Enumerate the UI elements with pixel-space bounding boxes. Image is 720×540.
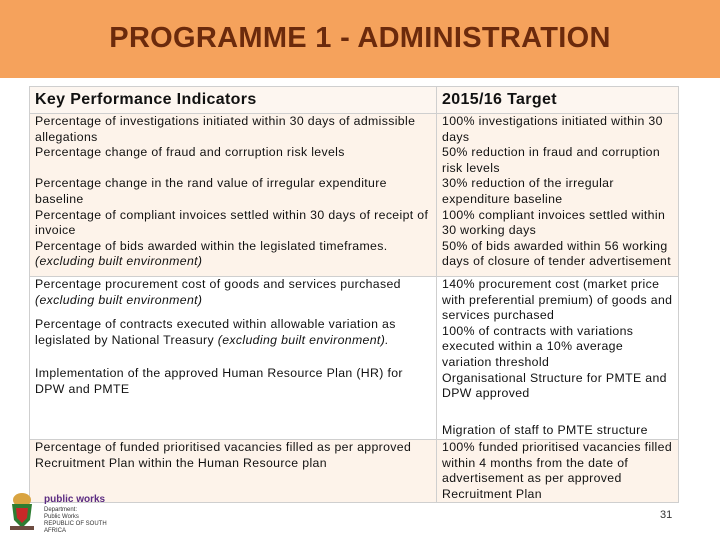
kpi-line: Percentage change in the rand value of irregular expenditure bbox=[35, 176, 387, 191]
kpi-note: (excluding built environment) bbox=[35, 292, 203, 307]
kpi-line: Implementation of the approved Human Resource Plan (HR) for bbox=[35, 366, 403, 381]
target-line: variation threshold bbox=[442, 354, 550, 369]
target-cell bbox=[437, 440, 679, 503]
kpi-line: Percentage of bids awarded within the legislated timeframes. bbox=[35, 238, 388, 253]
target-line: Recruitment Plan bbox=[442, 486, 542, 501]
kpi-line-wrap bbox=[35, 333, 431, 349]
kpi-line: baseline bbox=[35, 191, 84, 206]
logo-dept-line: Public Works bbox=[44, 514, 79, 520]
kpi-line: Percentage of compliant invoices settled within 30 days of receipt of bbox=[35, 207, 429, 222]
table-row bbox=[30, 114, 679, 277]
kpi-spacer bbox=[35, 308, 431, 317]
kpi-text: legislated by National Treasury bbox=[35, 332, 214, 347]
target-line: Migration of staff to PMTE structure bbox=[442, 422, 648, 437]
public-works-logo bbox=[6, 490, 126, 536]
target-line: days bbox=[442, 129, 470, 144]
kpi-line: Percentage procurement cost of goods and services purchased bbox=[35, 277, 401, 291]
table-header-row bbox=[30, 87, 679, 114]
kpi-line: Recruitment Plan within the Human Resource plan bbox=[35, 455, 327, 470]
target-line: 100% of contracts with variations bbox=[442, 323, 634, 338]
logo-dept-line: Department: bbox=[44, 507, 78, 513]
coat-of-arms-icon bbox=[6, 490, 38, 532]
target-line: within 4 months from the date of bbox=[442, 455, 629, 470]
logo-dept bbox=[44, 507, 126, 535]
target-line: expenditure baseline bbox=[442, 191, 563, 206]
target-cell bbox=[437, 277, 679, 440]
kpi-note: (excluding built environment) bbox=[35, 254, 203, 269]
kpi-cell bbox=[30, 114, 437, 277]
kpi-line: Percentage change of fraud and corruption risk levels bbox=[35, 145, 345, 160]
target-line: 100% investigations initiated within 30 bbox=[442, 114, 663, 128]
page-number: 31 bbox=[660, 509, 673, 521]
target-line: executed within a 10% average bbox=[442, 339, 624, 354]
target-spacer bbox=[442, 402, 673, 423]
target-line: risk levels bbox=[442, 160, 500, 175]
logo-name: public works bbox=[44, 494, 106, 505]
title-banner bbox=[0, 0, 720, 78]
target-line: with preferential premium) of goods and bbox=[442, 292, 673, 307]
table-row bbox=[30, 440, 679, 503]
kpi-line: Percentage of funded prioritised vacancies filled as per approved bbox=[35, 440, 412, 454]
target-line: 30 working days bbox=[442, 223, 537, 238]
kpi-line: Percentage of investigations initiated within 30 days of admissible bbox=[35, 114, 416, 128]
header-target: 2015/16 Target bbox=[437, 87, 679, 114]
target-line: 50% reduction in fraud and corruption bbox=[442, 145, 661, 160]
page-title: PROGRAMME 1 - ADMINISTRATION bbox=[109, 22, 611, 54]
table-row bbox=[30, 277, 679, 440]
target-line: services purchased bbox=[442, 308, 555, 323]
target-line: advertisement as per approved bbox=[442, 471, 622, 486]
kpi-spacer bbox=[35, 161, 431, 177]
header-kpi: Key Performance Indicators bbox=[30, 87, 437, 114]
kpi-note: (excluding built environment). bbox=[217, 332, 389, 347]
kpi-spacer bbox=[35, 348, 431, 366]
kpi-line: allegations bbox=[35, 129, 98, 144]
target-cell bbox=[437, 114, 679, 277]
kpi-line: Percentage of contracts executed within allowable variation as bbox=[35, 317, 396, 332]
target-line: 100% funded prioritised vacancies filled bbox=[442, 440, 673, 454]
target-line: 30% reduction of the irregular bbox=[442, 176, 614, 191]
target-line: 100% compliant invoices settled within bbox=[442, 207, 666, 222]
kpi-cell bbox=[30, 277, 437, 440]
logo-dept-line: REPUBLIC OF SOUTH AFRICA bbox=[44, 521, 107, 534]
target-line: DPW approved bbox=[442, 386, 530, 401]
target-line: Organisational Structure for PMTE and bbox=[442, 370, 667, 385]
target-line: days of closure of tender advertisement bbox=[442, 254, 671, 269]
kpi-line: invoice bbox=[35, 223, 76, 238]
kpi-table bbox=[29, 86, 679, 503]
target-line: 140% procurement cost (market price bbox=[442, 277, 660, 291]
target-line: 50% of bids awarded within 56 working bbox=[442, 238, 668, 253]
kpi-line: DPW and PMTE bbox=[35, 381, 130, 396]
